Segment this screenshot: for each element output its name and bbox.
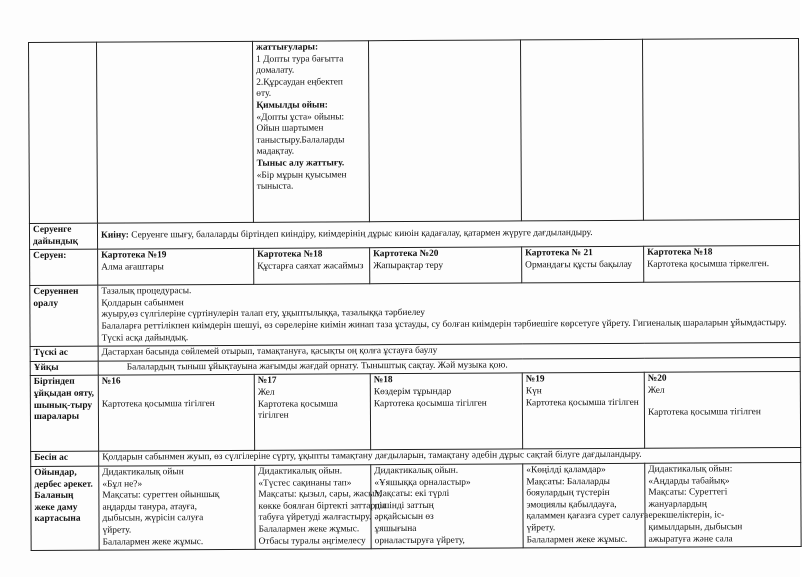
- row-label-lunch: Түскі ас: [30, 346, 98, 361]
- return-line: Қолдарын сабынмен: [101, 297, 184, 309]
- wake-num: №17: [257, 376, 277, 387]
- games-cell: [99, 465, 255, 550]
- exercise-line: өту.: [256, 89, 272, 100]
- wake-num: №16: [101, 376, 121, 387]
- row-label-snack: Бесін ас: [31, 451, 99, 466]
- walk-title: Картотека №20: [373, 249, 439, 260]
- games-line: табуға үйретуді жалғастыру.: [258, 512, 372, 524]
- exercise-line: тыныста.: [256, 181, 294, 192]
- games-line: «Түстес сақинаны тап»: [258, 477, 352, 489]
- games-line: Дидактикалық ойын.: [374, 465, 459, 477]
- games-line: қаламмен қағазға сурет салуға: [526, 511, 649, 522]
- wake-sub: Жел: [257, 387, 275, 398]
- games-line: Дидактикалық ойын: [102, 467, 184, 478]
- games-line: эмоциялы қабылдауға,: [526, 499, 617, 511]
- wake-num: №18: [373, 375, 393, 386]
- row-return: [30, 282, 800, 347]
- cell-walk-prep: [97, 219, 799, 249]
- wake-text: Картотека қосымша тігілген: [101, 398, 215, 410]
- exercise-line: 2.Құрсаудан еңбектеп: [256, 77, 343, 88]
- games-line: Балалармен жеке жұмыс.: [526, 534, 628, 545]
- walk-text: Картотека қосымша тіркелген.: [647, 258, 770, 270]
- games-line: Мақсаты: суреттен ойыншық: [102, 490, 220, 501]
- walk-cell: [370, 247, 522, 284]
- games-line: орналастыруға үйрету,: [374, 535, 465, 546]
- walk-cell: [254, 248, 370, 285]
- games-line: Мақсаты: Балаларды: [526, 476, 610, 487]
- row-label-wake: Біртіндеп ұйқыдан ояту, шынық-тыру шаралары: [30, 375, 98, 451]
- row-walk-prep: [29, 219, 799, 249]
- walk-cell: [98, 249, 254, 286]
- cell-lunch: Дастархан басында сөйлемей отырып, тамақтануға, қасықты оң қолға ұстауға баулу: [98, 343, 800, 361]
- walk-title: Картотека №18: [257, 249, 323, 260]
- return-line: Тазалық процедурасы.: [101, 286, 192, 297]
- wake-text: Картотека қосымша тігілген: [525, 397, 639, 408]
- row-label-sleep: Ұйқы: [30, 361, 98, 376]
- cell-empty: [520, 39, 643, 221]
- exercise-line: таныстыру.Балаларды: [256, 135, 345, 146]
- games-line: Мақсаты: қызыл, сары, жасыл,: [258, 489, 382, 500]
- wake-sub: [102, 388, 251, 400]
- games-line: Балалармен жеке жұмыс.: [258, 524, 360, 535]
- games-line: Мақсаты: екі түрлі: [374, 488, 450, 500]
- walk-text: Құстарға саяхат жасаймыз: [257, 261, 364, 272]
- exercise-line: «Бір мұрын қуысымен: [256, 169, 347, 181]
- row-games: [31, 462, 801, 550]
- exercise-line: Тыныс алу жаттығу.: [256, 158, 345, 169]
- row-label-empty: [29, 42, 98, 223]
- exercise-line: «Допты ұста» ойыны:: [256, 111, 345, 123]
- cell-empty: [97, 41, 254, 223]
- exercise-line: жаттығулары:: [256, 42, 319, 53]
- row-label-return: Серуеннен оралу: [30, 285, 98, 346]
- schedule-table: [28, 38, 802, 551]
- row-exercises: [29, 38, 800, 223]
- wake-sub: Күн: [525, 386, 542, 397]
- games-line: ұяшығына: [374, 523, 417, 535]
- games-line: дыбысын, жүрісін салуға: [102, 513, 204, 524]
- games-line: «Бұл не?»: [102, 478, 143, 490]
- walk-title: Картотека № 21: [525, 248, 593, 259]
- wake-text: Картотека қосымша тігілген: [257, 398, 338, 421]
- wake-sub: Жел: [647, 385, 665, 396]
- games-cell: [645, 462, 801, 547]
- games-line: үйрету.: [526, 523, 556, 534]
- wake-cell: [522, 373, 644, 450]
- games-line: ерекшеліктерін, іс-: [648, 510, 725, 522]
- cell-empty: [368, 40, 521, 222]
- exercise-line: мадақтау.: [256, 146, 295, 158]
- wake-num: №19: [525, 374, 545, 385]
- games-line: «Аңдарды табайық»: [648, 475, 730, 487]
- games-line: бояулардың түстерін: [526, 488, 610, 499]
- walk-text: Ормандағы құсты бақылау: [525, 259, 632, 271]
- wake-cell: [254, 374, 370, 451]
- games-line: Мақсаты: Суреттегі: [648, 487, 728, 498]
- games-line: пішінді заттың: [374, 500, 434, 511]
- games-line: «Ұяшыққа орналастыр»: [374, 477, 471, 488]
- wake-cell: [644, 372, 800, 449]
- row-label-games: Ойындар, дербес әрекет. Баланың жеке даму картасына: [31, 466, 99, 551]
- cell-snack: Қолдарын сабынмен жуып, өз сүлгілеріне сүрту, ұқыпты тамақтану дағдыларын, тамақтану әдебін дұрыс сақтай білуге дағдыландыру.: [99, 448, 801, 466]
- exercise-line: Ойын шартымен: [256, 123, 324, 134]
- games-line: аңдарды танура, атауға,: [102, 501, 198, 513]
- games-line: қимылдарын, дыбысын: [648, 522, 743, 533]
- exercise-line: 1 Допты тура бағытта: [256, 53, 344, 65]
- wake-cell: [98, 375, 254, 452]
- games-line: Отбасы туралы әңгімелесу: [258, 535, 366, 547]
- cell-exercises: [252, 41, 369, 223]
- sleep-text: Балалардың тыныш ұйықтауына жағымды жағдай орнату. Тыныштық сақтау. Жәй музыка қою.: [126, 360, 508, 373]
- games-line: әрқайсысын өз: [374, 512, 434, 523]
- row-wake: [30, 372, 800, 452]
- wake-text: Картотека қосымша тігілген: [647, 406, 761, 418]
- games-line: жануарлардың: [648, 499, 707, 510]
- return-line: жуыру,өз сүлгілеріне сүртінулерін талап ету, ұқыптылыққа, тазалыққа тәрбиелеу: [101, 308, 425, 320]
- exercise-line: Қимылды ойын:: [256, 100, 328, 111]
- walk-cell: [644, 246, 800, 283]
- games-line: ажыратуға және сала: [648, 533, 733, 545]
- wake-cell: [370, 373, 522, 450]
- row-label-walk: Серуен:: [30, 249, 98, 285]
- wake-num: №20: [647, 374, 667, 385]
- games-line: «Көңілді қаламдар»: [526, 464, 606, 476]
- cell-empty: [642, 38, 799, 220]
- games-line: Дидактикалық ойын:: [648, 464, 733, 475]
- games-line: Балалармен жеке жұмыс.: [102, 536, 204, 548]
- games-line: көкке боялған біртекті заттарды: [258, 500, 387, 512]
- games-line: Дидактикалық ойын.: [258, 466, 343, 477]
- walk-title: Картотека №18: [647, 247, 713, 258]
- exercise-line: домалату.: [256, 65, 295, 76]
- prep-bold-label: Киіну:: [100, 230, 129, 241]
- walk-text: Алма ағаштары: [101, 262, 164, 273]
- wake-text: Картотека қосымша тігілген: [373, 398, 487, 409]
- row-walk: [30, 246, 800, 286]
- cell-return: [98, 282, 800, 347]
- wake-sub: Көздерім тұрындар: [373, 386, 452, 398]
- walk-cell: [522, 246, 644, 283]
- games-line: үйрету.: [102, 525, 132, 536]
- row-label-walk-prep: Серуенге дайындық: [29, 223, 97, 250]
- walk-title: Картотека №19: [101, 250, 167, 261]
- walk-text: Жапырақтар теру: [373, 260, 444, 271]
- games-cell: [255, 465, 387, 550]
- games-cell: [523, 463, 649, 548]
- return-line: Балаларға реттілікпен киімдерін шешуі, өз сөрелеріне киімін жинап таза ұстауды, су болған киімдерін тәрбиешіге көрсетуге үйрету. Гигиеналық шараларын ұйымдастыру. Түскі асқа дайындық.: [101, 318, 787, 344]
- prep-text: Серуенге шығу, балаларды біртіндеп киіндіру, киімдерінің дұрыс киюін қадағалау, қатармен жүруге дағдыландыру.: [128, 227, 593, 241]
- games-cell: [371, 464, 523, 549]
